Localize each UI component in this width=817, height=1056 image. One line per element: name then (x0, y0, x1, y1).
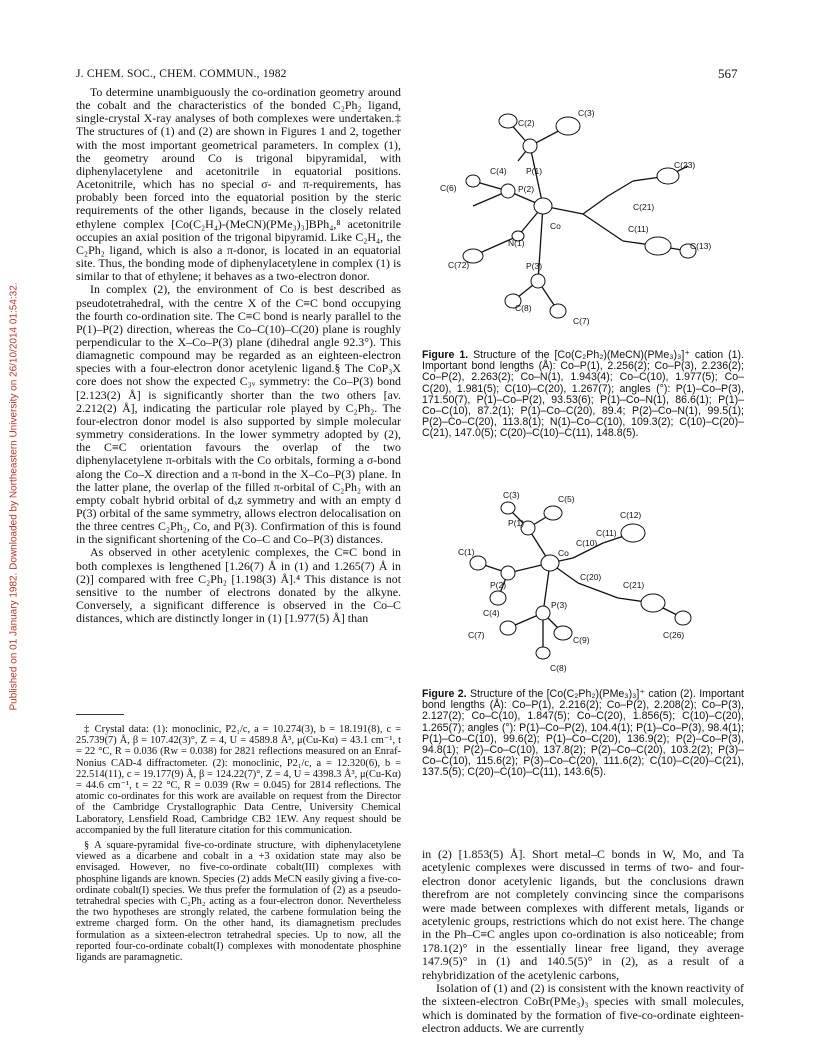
fig2-label: C(11) (596, 528, 617, 538)
fig2-label: P(2) (490, 580, 507, 590)
fig1-label: C(6) (440, 183, 457, 193)
paragraph: As observed in other acetylenic complexes, the C≡C bond in both complexes is lengthened [1.26(7) Å in (1) and 1.265(7) Å in (2)] compared with free C₂Ph₂ [1.198(3) Å].⁴ This distance is not sensitive to the number of electrons donated by the alkyne. Conversely, a significant difference is observed in the Co–C distances, which are distinctly longer in (1) [1.977(5) Å] than (76, 545, 401, 626)
fig2-label: C(9) (573, 635, 590, 645)
fig1-label: N(1) (508, 238, 525, 248)
fig1-label: C(7) (573, 316, 590, 326)
fig2-label: P(3) (551, 600, 568, 610)
fig1-label: C(72) (448, 260, 470, 270)
figure-1-caption (422, 350, 744, 440)
paragraph: Isolation of (1) and (2) is consistent with the known reactivity of the sixteen-electron CoBr(PMe₃)₃ species with small molecules, which is dominated by the formation of five-co-ordinate eighteen-electron adducts. We are currently (422, 981, 744, 1036)
fig2-label: C(1) (458, 547, 475, 557)
figure-1-caption-text: Structure of the [Co(C₂Ph₂)(MeCN)(PMe₃)₃]⁺ cation (1). Important bond lengths (Å): Co–P(1), 2.256(2); Co–P(3), 2.236(2); Co–P(2), 2.263(2); Co–N(1), 1.943(4); Co–C(10), 1.977(5); Co–C(20), 1.981(5); C(10)–C(20), 1.267(7); angles (°): P(1)–Co–P(3), 171.50(7), P(1)–Co–P(2), 93.53(6); P(1)–Co–N(1), 86.6(1); P(1)–Co–C(10), 87.2(1); P(1)–Co–C(20), 89.4; P(2)–Co–N(1), 99.5(1); P(2)–Co–C(20), 113.8(1); N(1)–Co–C(10), 109.3(2); C(10)–C(20)–C(21), 147.0(5); C(20)–C(10)–C(11), 148.8(5). (422, 349, 744, 440)
page-number: 567 (718, 66, 738, 81)
fig1-label: C(13) (690, 241, 712, 251)
fig1-label: Co (550, 221, 561, 231)
fig1-label: P(1) (526, 166, 543, 176)
paragraph: in (2) [1.853(5) Å]. Short metal–C bonds in W, Mo, and Ta acetylenic complexes were discussed in terms of two- and four-electron donor acetylenic ligands, but the conclusions drawn therefrom are not completely convincing since the comparisons were made between complexes with different metals, ligands or acetylenic groups, restrictions which do not exist here. The change in the Ph–C≡C angles upon co-ordination is also noticeable; from 178.1(2)° in the essentially linear free ligand, they average 147.9(5)° in (1) and 140.5(5)° in (2), as a result of a rehybridization of the acetylenic carbons, (422, 847, 744, 982)
fig2-label: C(20) (580, 572, 602, 582)
fig2-label: C(26) (663, 630, 685, 640)
fig1-label: C(11) (628, 224, 649, 234)
fig2-label: C(10) (576, 538, 598, 548)
fig2-label: C(21) (623, 580, 645, 590)
figure-1-caption-title: Figure 1. (422, 349, 469, 361)
fig1-label: C(2) (518, 118, 535, 128)
fig2-label: C(3) (503, 490, 520, 500)
paragraph: To determine unambiguously the co-ordination geometry around the cobalt and the characteristics of the bonded C₂Ph₂ ligand, single-crystal X-ray analyses of both complexes were undertaken.‡ The structures of (1) and (2) are shown in Figures 1 and 2, together with the most important geometrical parameters. In complex (1), the geometry around Co is trigonal bipyramidal, with diphenylacetylene and acetonitrile in equatorial positions. Acetonitrile, which has no special σ- and π-requirements, has probably been forced into the equatorial position by the steric requirements of the other ligands, because in the closely related ethylene complex [Co(C₂H₄)-(MeCN)(PMe₃)₃]BPh₄,⁸ acetonitrile occupies an axial position of the trigonal bipyramid. Like C₂H₄, the C₂Ph₂ ligand, which is also a π-donor, is located in an equatorial site. Thus, the bonding mode of diphenylacetylene in complex (1) is similar to that of ethylene; it behaves as a two-electron donor. (76, 85, 401, 284)
paragraph: In complex (2), the environment of Co is best described as pseudotetrahedral, with the centre X of the C≡C bond occupying the fourth co-ordination site. The C≡C bond is nearly parallel to the P(1)–P(2) direction, whereas the Co–C(10)–C(20) plane is roughly perpendicular to the X–Co–P(3) plane (dihedral angle 92.3°). This diamagnetic compound may be regarded as an eighteen-electron species with a four-electron donor acetylenic ligand.§ The CoP₃X core does not show the expected C₃ᵥ symmetry: the Co–P(3) bond [2.123(2) Å] is significantly shorter than the two others [av. 2.212(2) Å], indicating the particular role played by C₂Ph₂. The four-electron donor model is also supported by simple molecular symmetry considerations. In the lower symmetry adopted by (2), the C≡C orientation favours the overlap of the two diphenylacetylene π-orbitals with the Co orbitals, forming a σ-bond along the Co–X direction and a π-bond in the X–Co–P(3) plane. In the latter plane, the overlap of the filled π-orbital of C₂Ph₂ with an empty cobalt hybrid orbital of dₓz symmetry and with an empty d P(3) orbital of the same symmetry, allows electron delocalisation on the three centres C₂Ph₂, Co, and P(3). Confirmation of this is found in the significant shortening of the Co–C and Co–P(3) distances. (76, 282, 401, 547)
figure-1-structure (418, 86, 726, 338)
publication-sidebar: Published on 01 January 1982. Downloaded by Northeastern University on 26/10/2014 01:54:32. (8, 282, 20, 711)
fig2-label: Co (558, 548, 569, 558)
fig1-label: C(4) (490, 166, 507, 176)
fig2-label: C(5) (558, 494, 575, 504)
journal-header: J. CHEM. SOC., CHEM. COMMUN., 1982 (76, 68, 287, 80)
fig2-label: C(7) (468, 630, 485, 640)
figure-2-caption-text: Structure of the [Co(C₂Ph₂)(PMe₃)₃]⁺ cation (2). Important bond lengths (Å): Co–P(1), 2.216(2); Co–P(2), 2.208(2); Co–P(3), 2.127(2); Co–C(10), 1.847(5); Co–C(20), 1.856(5); C(10)–C(20), 1.265(7); angles (°): P(1)–Co–P(2), 104.4(1); P(1)–Co–P(3), 98.4(1); P(1)–Co–C(10), 99.6(2); P(1)–Co–C(20), 136.9(2); P(2)–Co–P(3), 94.8(1); P(2)–Co–C(10), 137.8(2); P(2)–Co–C(20), 103.2(2); P(3)–Co–C(10), 115.6(2); P(3)–Co–C(20), 111.6(2); C(10)–C(20)–C(21), 137.5(5); C(20)–C(10)–C(11), 143.6(5). (422, 688, 744, 779)
fig2-label: C(8) (550, 663, 567, 673)
fig1-label: P(3) (526, 261, 543, 271)
footnote-rule (76, 714, 124, 715)
figure-2-structure (418, 488, 726, 678)
footnotes (76, 724, 401, 967)
figure-2-caption (422, 689, 744, 779)
fig1-label: C(3) (578, 108, 595, 118)
fig1-label: C(21) (633, 202, 655, 212)
footnote-crystal-data: ‡ Crystal data: (1): monoclinic, P2₁/c, a = 10.274(3), b = 18.191(8), c = 25.739(7) Å, β = 107.42(3)°, Z = 4, U = 4589.8 Å³, μ(Cu-Kα) = 43.1 cm⁻¹, t = 22 °C, R = 0.036 (Rw = 0.038) for 2821 reflections measured on an Enraf-Nonius CAD-4 diffractometer. (2): monoclinic, P2₁/c, a = 12.320(6), b = 22.514(11), c = 19.177(9) Å, β = 124.22(7)°, Z = 4, U = 4398.3 Å³, μ(Cu-Kα) = 44.6 cm⁻¹, t = 22 °C, R = 0.039 (Rw = 0.045) for 2814 reflections. The atomic co-ordinates for this work are available on request from the Director of the Cambridge Crystallographic Data Centre, University Chemical Laboratory, Lensfield Road, Cambridge CB2 1EW. Any request should be accompanied by the full literature citation for this communication. (76, 724, 401, 836)
fig2-label: P(1) (508, 518, 525, 528)
right-column-text (422, 848, 744, 1036)
footnote-square-pyramidal: § A square-pyramidal five-co-ordinate structure, with diphenylacetylene viewed as a dicarbene and cobalt in a +3 oxidation state may also be envisaged. However, no five-co-ordinate cobalt(III) complexes with phosphine ligands are known. Species (2) adds MeCN easily giving a five-co-ordinate cobalt(I) species. We thus prefer the formulation of (2) as a pseudo-tetrahedral species with C₂Ph₂ acting as a four-electron donor. Nevertheless the two hypotheses are strongly related, the carbene formulation being the extreme charged form. On the other hand, its diamagnetism precludes formulation as a sixteen-electron tetrahedral species. Up to now, all the reported four-co-ordinate cobalt(I) complexes with monodentate phosphine ligands are paramagnetic. (76, 840, 401, 964)
left-column-text (76, 86, 401, 625)
fig1-label: C(23) (674, 160, 696, 170)
fig1-label: P(2) (518, 184, 535, 194)
fig2-label: C(4) (483, 608, 500, 618)
fig1-label: C(8) (515, 303, 532, 313)
fig2-label: C(12) (620, 510, 642, 520)
figure-2-caption-title: Figure 2. (422, 688, 467, 700)
